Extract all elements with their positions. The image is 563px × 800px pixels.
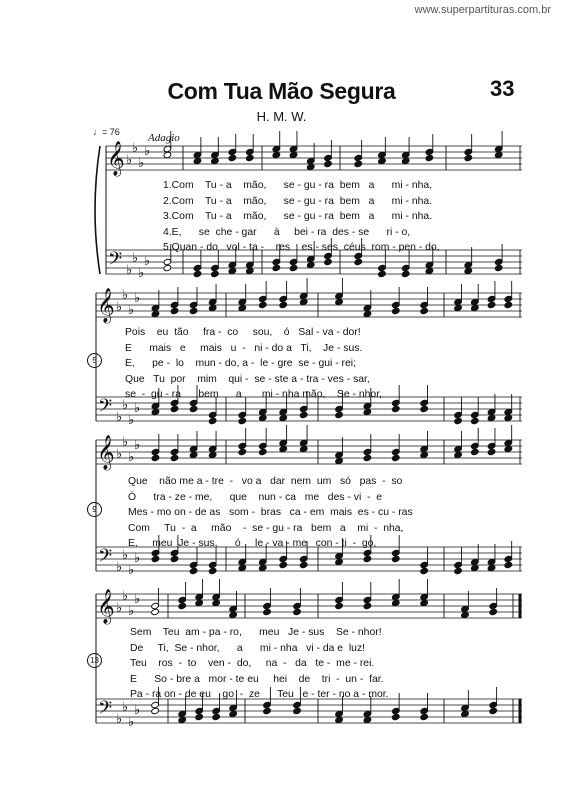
notehead [464,154,473,161]
notehead [420,567,429,574]
notehead [238,417,247,424]
lyric-line: 1.Com Tu - a mão, se - gu - ra bem a mi - nha, [163,180,433,191]
notehead [299,561,308,568]
notehead [504,301,513,308]
notehead [401,157,410,164]
notehead [391,713,400,720]
flat-icon: ♭ [128,604,135,619]
flat-icon: ♭ [122,288,129,303]
notehead [229,710,238,717]
notehead [208,417,217,424]
notehead [263,608,272,615]
notehead [454,417,463,424]
lyric-line: E, meu Je - sus, ó le - va - me con - ti - go, [128,538,377,549]
bass-clef-icon: 𝄢 [108,249,123,274]
flat-icon: ♭ [126,263,133,278]
flat-icon: ♭ [116,410,123,425]
notehead [420,405,429,412]
notehead [425,154,434,161]
flat-icon: ♭ [128,563,135,578]
notehead [391,599,400,606]
notehead [363,716,372,723]
notehead [489,707,498,714]
notehead [391,307,400,314]
notehead [391,405,400,412]
flat-icon: ♭ [132,141,139,156]
notehead [454,567,463,574]
flat-icon: ♭ [134,438,141,453]
notehead [208,304,217,311]
notehead [170,307,179,314]
notehead [178,602,187,609]
flat-icon: ♭ [116,601,123,616]
notehead [306,261,315,268]
notehead [494,264,503,271]
flat-icon: ♭ [122,700,129,715]
tempo-mark: ♩= 76 [93,127,120,137]
notehead [163,264,172,271]
flat-icon: ♭ [116,560,123,575]
notehead [151,454,160,461]
notehead [494,151,503,158]
notehead [487,448,496,455]
lyric-line: Ó tra - ze - me, que nun - ca me des - vi - e [128,491,383,503]
notehead [211,157,220,164]
flat-icon: ♭ [138,266,145,281]
lyric-line: De Ti, Se - nhor, a mi - nha vi - da e luz! [130,642,366,654]
notehead [335,298,344,305]
notehead [461,611,470,618]
lyric-line: Com Tu - a mão - se - gu - ra bem a mi - nha, [128,522,404,534]
notehead [212,599,221,606]
notehead [471,417,480,424]
notehead [391,555,400,562]
notehead [464,267,473,274]
notehead [193,157,202,164]
flat-icon: ♭ [116,712,123,727]
notehead [299,298,308,305]
lyric-line: Sem Teu am - pa - ro, meu Je - sus Se - nhor! [130,627,382,638]
notehead [504,414,513,421]
notehead [151,408,160,415]
treble-clef-icon: 𝄞 [97,589,115,624]
notehead [354,160,363,167]
lyric-line: E, pe - lo mun - do, a - le - gre se - gui - rei; [125,358,356,369]
flat-icon: ♭ [134,592,141,607]
notehead [363,454,372,461]
notehead [212,713,221,720]
notehead [454,304,463,311]
notehead [195,713,204,720]
notehead [189,567,198,574]
flat-icon: ♭ [134,291,141,306]
notehead [258,564,267,571]
notehead [461,710,470,717]
notehead [378,157,387,164]
notehead [401,270,410,277]
notehead [170,405,179,412]
lyric-line: Teu ros - to ven - do, na - da te - me - rei. [130,658,375,669]
lyric-line: Mes - mo on - de as som - bras ca - em mais es - cu - ras [128,507,413,518]
notehead [208,451,217,458]
notehead [279,414,288,421]
hymn-author: H. M. W. [256,109,307,124]
notehead [229,611,238,618]
treble-clef-icon: 𝄞 [107,141,125,176]
notehead [504,445,513,452]
notehead [151,707,160,714]
measure-number: 13 [87,653,102,668]
lyric-line: 3.Com Tu - a mão, se - gu - ra bem a mi - nha. [163,211,433,222]
notehead [170,555,179,562]
notehead [279,301,288,308]
notehead [189,451,198,458]
notehead [487,414,496,421]
notehead [208,567,217,574]
notehead [246,154,255,161]
notehead [335,716,344,723]
notehead [151,310,160,317]
notehead [420,599,429,606]
lyric-line: Pa - ra on - de eu go - ze Teu e - ter - no a - mor. [130,689,389,700]
notehead [363,310,372,317]
notehead [170,454,179,461]
notehead [195,599,204,606]
notehead [306,163,315,170]
flat-icon: ♭ [122,548,129,563]
notehead [471,304,480,311]
notehead [420,713,429,720]
notehead [420,451,429,458]
notehead [272,264,281,271]
notehead [335,411,344,418]
site-url: www.superpartituras.com.br [414,4,551,16]
lyric-line: 4.E, se che - gar à bei - ra des - se ri - o, [163,226,411,238]
flat-icon: ♭ [122,435,129,450]
measure-number: 5 [87,353,102,368]
hymn-number: 33 [490,76,515,101]
flat-icon: ♭ [134,551,141,566]
notehead [299,411,308,418]
notehead [189,307,198,314]
bass-clef-icon: 𝄢 [98,698,113,723]
lyric-line: se - gu - ra bem a mi - nha mão, Se - nhor, [125,389,382,400]
flat-icon: ♭ [134,703,141,718]
notehead [272,151,281,158]
notehead [335,558,344,565]
lyric-line: Pois eu tão fra - co sou, ó Sal - va - dor! [125,327,361,338]
notehead [391,454,400,461]
notehead [363,408,372,415]
notehead [487,564,496,571]
flat-icon: ♭ [128,715,135,730]
notehead [425,267,434,274]
notehead [454,451,463,458]
notehead [238,304,247,311]
notehead [189,405,198,412]
notehead [279,561,288,568]
notehead [238,564,247,571]
notehead [378,270,387,277]
brace-icon [95,146,100,274]
notehead [293,707,302,714]
notehead [289,151,298,158]
measure-number: 9 [87,502,102,517]
notehead [489,608,498,615]
notehead [258,301,267,308]
flat-icon: ♭ [116,300,123,315]
notehead [335,457,344,464]
flat-icon: ♭ [122,398,129,413]
notehead [258,414,267,421]
notehead [263,707,272,714]
flat-icon: ♭ [122,589,129,604]
notehead [471,564,480,571]
hymn-title: Com Tua Mão Segura [167,78,396,104]
tempo-marking: Adagio [148,132,180,144]
flat-icon: ♭ [138,156,145,171]
notehead [289,264,298,271]
flat-icon: ♭ [144,254,151,269]
flat-icon: ♭ [132,251,139,266]
notehead [354,258,363,265]
flat-icon: ♭ [144,144,151,159]
lyric-line: Que Tu por mim qui - se - ste a - tra - ves - sar, [125,373,370,385]
notehead [363,602,372,609]
notehead [228,154,237,161]
lyric-line: E So - bre a mor - te eu hei de tri - un - far. [130,673,384,685]
notehead [193,270,202,277]
notehead [258,448,267,455]
bass-clef-icon: 𝄢 [98,546,113,571]
notehead [293,608,302,615]
notehead [420,307,429,314]
lyric-line: 5.Quan - do vol - ta - res es - ses céus rom - pen - do, [163,242,440,253]
notehead [504,561,513,568]
notehead [178,716,187,723]
flat-icon: ♭ [128,413,135,428]
notehead [471,448,480,455]
notehead [151,608,160,615]
bass-clef-icon: 𝄢 [98,396,113,421]
notehead [324,258,333,265]
notehead [246,267,255,274]
flat-icon: ♭ [128,450,135,465]
notehead [151,555,160,562]
flat-icon: ♭ [128,303,135,318]
notehead [324,160,333,167]
notehead [211,270,220,277]
notehead [487,301,496,308]
flat-icon: ♭ [134,401,141,416]
notehead [279,445,288,452]
notehead [299,445,308,452]
notehead [238,448,247,455]
notehead [163,151,172,158]
lyric-line: E mais e mais u - ni - do a Ti, Je - sus. [125,342,363,354]
lyric-line: Que não me a - tre - vo a dar nem um só pas - so [128,476,403,487]
notehead [228,267,237,274]
treble-clef-icon: 𝄞 [97,288,115,323]
notehead [363,555,372,562]
lyric-line: 2.Com Tu - a mão, se - gu - ra bem a mi - nha. [163,195,433,207]
notehead [335,602,344,609]
flat-icon: ♭ [126,153,133,168]
flat-icon: ♭ [116,447,123,462]
treble-clef-icon: 𝄞 [97,435,115,470]
